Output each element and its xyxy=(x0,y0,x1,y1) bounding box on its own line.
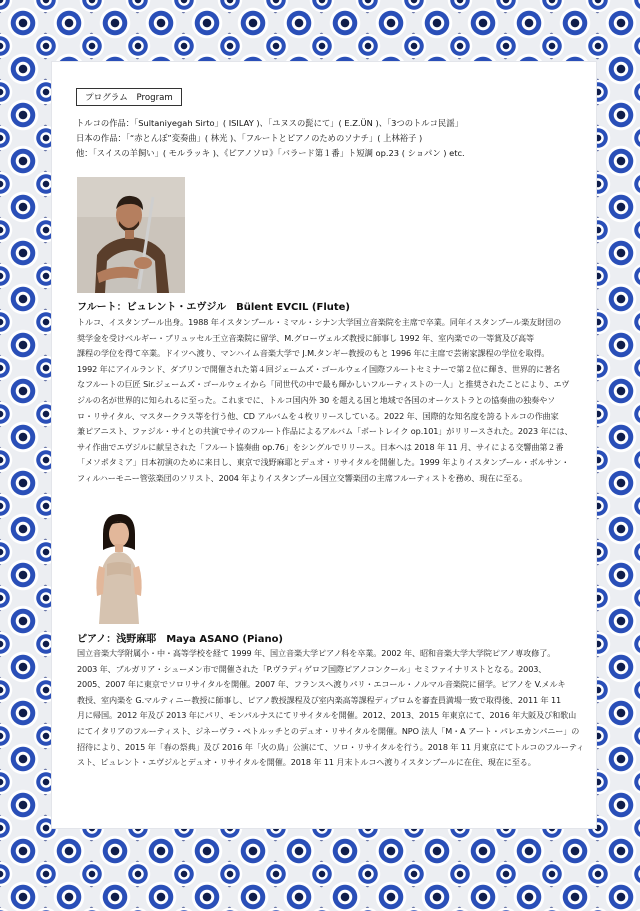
bio-line: サイ作曲でエヴジルに献呈された「フルート協奏曲 op.76」をシングルでリリース。日本へは 2018 年 11 月、サイによる交響曲第２番 xyxy=(77,441,564,452)
bio-line: 月に帰国。2012 年及び 2013 年にパリ、モンパルナスにてリサイタルを開催。2012、2013、2015 年東京にて、2016 年大阪及び和歌山 xyxy=(77,710,577,721)
flutist-portrait-icon xyxy=(77,177,185,293)
bio-line: 1992 年にアイルランド、ダブリンで開催された第４回ジェームズ・ゴールウェイ国際フルートセミナーで第２位に輝き、世界的に著名 xyxy=(77,363,560,374)
bio-line: 2003 年、ブルガリア・シューメン市で開催された「P.ヴラディゲロフ国際ピアノコンクール」セミファイナリストとなる。2003、 xyxy=(77,663,547,674)
pianist-heading: ピアノ：浅野麻耶 Maya ASANO (Piano) xyxy=(77,634,284,645)
program-line: 日本の作品：「“赤とんぼ”変奏曲」( 林光 )、「フルートとピアノのためのソナチ」( 上林裕子 ) xyxy=(76,133,423,143)
bio-line: 「メソポタミア」日本初演のために来日し、東京で浅野麻耶とデュオ・リサイタルを開催した。1999 年よりイスタンブール・ボルサン・ xyxy=(77,457,570,468)
program-line: トルコの作品：「Sultaniyegah Sirto」( ISILAY )、「ユヌスの髭にて」( E.Z.ÜN )、「3つのトルコ民謡」 xyxy=(76,118,463,128)
bio-line: トルコ、イスタンブール出身。1988 年イスタンブール・ミマル・シナン大学国立音楽院を主席で卒業。同年イスタンブール楽友財団の xyxy=(77,317,562,327)
flyer-page xyxy=(52,62,596,828)
flutist-heading: フルート：ビュレント・エヴジル Bülent EVCIL (Flute) xyxy=(77,302,350,313)
bio-line: ジルの名が世界的に知られるに至った。これまでに、トルコ国内外 30 を超える国と地域で各国のオーケストラとの協奏曲の独奏やソ xyxy=(77,394,556,405)
bio-line: フィルハーモニー管弦楽団のソリスト、2004 年よりイスタンブール国立交響楽団の主席フルーティストを務め、現在に至る。 xyxy=(77,472,528,483)
bio-line: 教授、室内楽を G.マルティニー教授に師事し、ピアノ教授課程及び室内楽高等課程ディプロムを審査員満場一致で取得後、2011 年 11 xyxy=(77,694,562,705)
pianist-photo xyxy=(77,506,159,624)
flutist-photo xyxy=(77,177,185,293)
bio-line: にてイタリアのフルーティスト、ジネーヴラ・ペトルッチとのデュオ・リサイタルを開催。NPO 法人「M・A アート・パレエカンパニー」の xyxy=(77,725,580,736)
program-label: プログラム Program xyxy=(76,88,182,106)
pianist-portrait-icon xyxy=(77,506,159,624)
pianist-bio xyxy=(77,646,585,771)
bio-line: 招待により、2015 年「春の祭典」及び 2016 年「火の鳥」公演にて、ソロ・リサイタルを行う。2018 年 11 月東京にてトルコのフルーティ xyxy=(77,741,585,752)
flutist-bio xyxy=(77,315,585,487)
program-list xyxy=(76,116,576,161)
bio-line: ロ・リサイタル、マスタークラス等を行う他、CD アルバムを４枚リリースしている。2022 年、国際的な知名度を誇るトルコの作曲家 xyxy=(77,410,559,421)
bio-line: 兼ピアニスト、ファジル・サイとの共演でサイのフルート作品によるアルバム「ボートレイク op.101」がリリースされた。2023 年には、 xyxy=(77,426,573,437)
bio-line: なフルートの巨匠 Sir.ジェームズ・ゴールウェイから「同世代の中で最も輝かしいフルーティストの一人」と推奨されたことにより、エヴ xyxy=(77,379,570,390)
bio-line: 奨学金を受けベルギー・ブリュッセル王立音楽院に留学、M.グローヴェルズ教授に師事し 1992 年、室内楽での一等賞及び高等 xyxy=(77,332,535,343)
bio-line: 国立音楽大学附属小・中・高等学校を経て 1999 年、国立音楽大学ピアノ科を卒業。2002 年、昭和音楽大学大学院ピアノ専攻修了。 xyxy=(77,648,556,658)
bio-line: 2005、2007 年に東京でソロリサイタルを開催。2007 年、フランスへ渡りパリ・エコール・ノルマル音楽院に留学。ピアノを V.メルキ xyxy=(77,679,566,690)
bio-line: 課程の学位を得て卒業。ドイツへ渡り、マンハイム音楽大学で J.M.タンギー教授のもと 1996 年に主席で芸術家課程の学位を取得。 xyxy=(77,348,550,359)
program-line: 他：「スイスの羊飼い」( モルラッキ )、《ピアノソロ》「バラード第１番」ト短調 op.23 ( ショパン ) etc. xyxy=(76,148,465,158)
bio-line: スト、ビュレント・エヴジルとデュオ・リサイタルを開催。2018 年 11 月末トルコへ渡りイスタンブールに在住、現在に至る。 xyxy=(77,757,536,768)
